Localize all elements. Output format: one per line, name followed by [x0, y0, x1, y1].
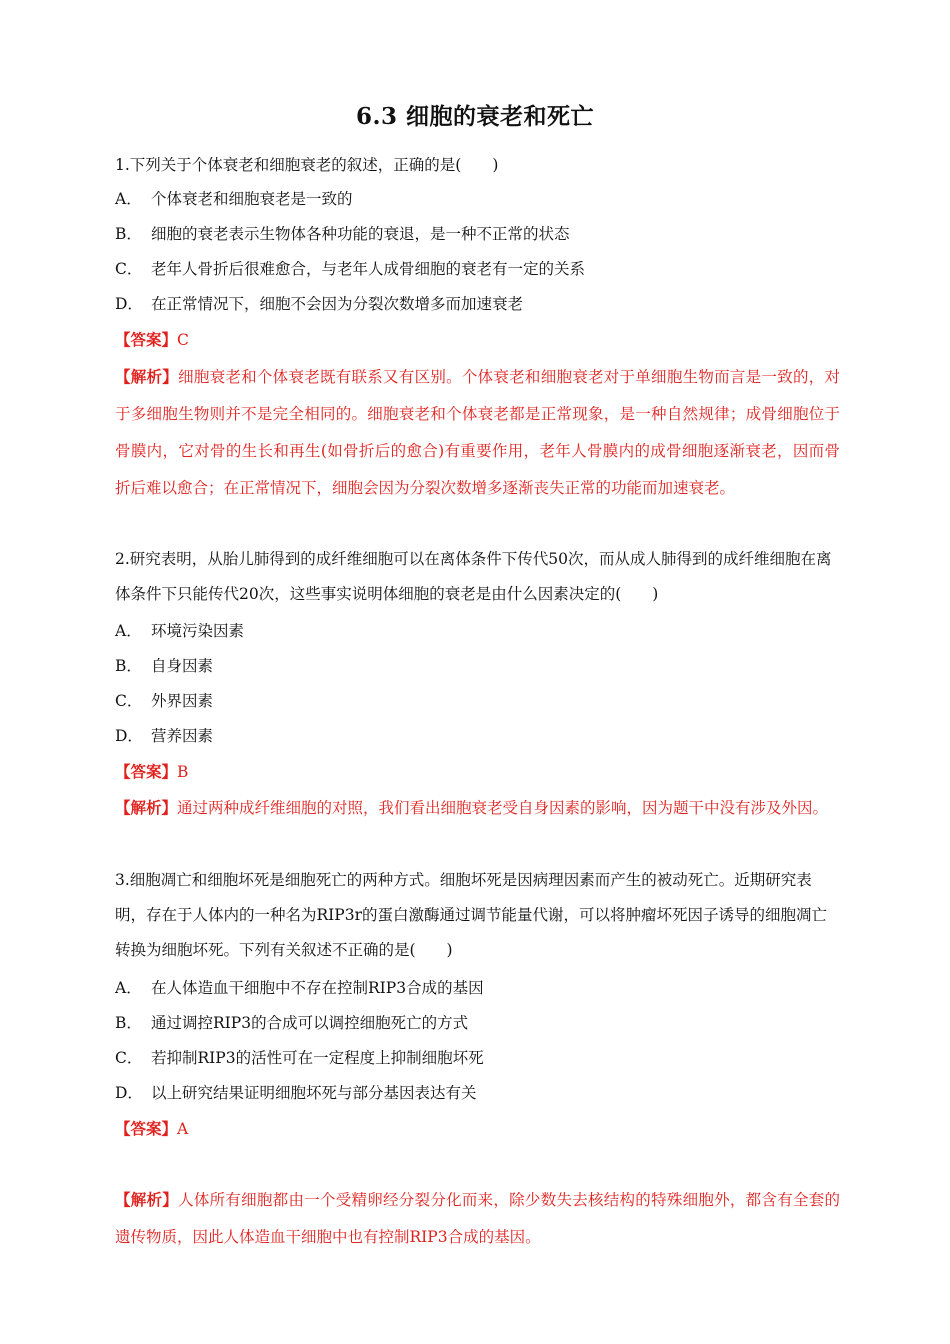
option-letter: D． [115, 295, 143, 313]
option-text: 营养因素 [151, 727, 214, 745]
q2-option-a[interactable] [115, 614, 244, 649]
option-letter: A． [115, 622, 142, 640]
q2-option-b[interactable] [115, 649, 213, 684]
option-text: 在人体造血干细胞中不存在控制RIP3合成的基因 [151, 979, 484, 997]
q3-option-d[interactable] [115, 1076, 477, 1111]
q1-option-d[interactable] [115, 287, 523, 322]
option-text: 细胞的衰老表示生物体各种功能的衰退，是一种不正常的状态 [151, 225, 570, 243]
option-text: 个体衰老和细胞衰老是一致的 [151, 190, 353, 208]
q2-answer [115, 754, 188, 790]
explanation-text: 人体所有细胞都由一个受精卵经分裂分化而来，除少数失去核结构的特殊细胞外，都含有全套的遗传物质，因此人体造血干细胞中也有控制RIP3合成的基因。 [115, 1191, 840, 1246]
answer-tag: 【答案】 [115, 762, 178, 781]
explanation-text: 细胞衰老和个体衰老既有联系又有区别。个体衰老和细胞衰老对于单细胞生物而言是一致的，对于多细胞生物则并不是完全相同的。细胞衰老和个体衰老都是正常现象，是一种自然规律；成骨细胞位于骨膜内，它对骨的生长和再生(如骨折后的愈合)有重要作用，老年人骨膜内的成骨细胞逐渐衰老，因而骨折后难以愈合；在正常情况下，细胞会因为分裂次数增多逐渐丧失正常的功能而加速衰老。 [115, 368, 840, 497]
q3-option-a[interactable] [115, 971, 484, 1006]
option-text: 以上研究结果证明细胞坏死与部分基因表达有关 [151, 1084, 477, 1102]
q3-option-b[interactable] [115, 1006, 468, 1041]
answer-value: B [177, 763, 189, 781]
q1-explanation [115, 358, 840, 507]
q1-option-a[interactable] [115, 182, 353, 217]
option-letter: A． [115, 979, 142, 997]
explanation-text: 通过两种成纤维细胞的对照，我们看出细胞衰老受自身因素的影响，因为题干中没有涉及外因。 [177, 799, 829, 817]
explain-tag: 【解析】 [115, 798, 178, 817]
q3-stem: 3.细胞凋亡和细胞坏死是细胞死亡的两种方式。细胞坏死是因病理因素而产生的被动死亡。近期研究表明，存在于人体内的一种名为RIP3r的蛋白激酶通过调节能量代谢，可以将肿瘤坏死因子诱导的细胞凋亡转换为细胞坏死。下列有关叙述不正确的是( ) [115, 871, 827, 959]
option-text: 通过调控RIP3的合成可以调控细胞死亡的方式 [151, 1014, 469, 1032]
option-letter: A． [115, 190, 142, 208]
explain-tag: 【解析】 [115, 1190, 179, 1209]
answer-tag: 【答案】 [115, 1119, 178, 1138]
option-text: 外界因素 [151, 692, 214, 710]
q1-answer [115, 322, 189, 358]
explain-tag: 【解析】 [115, 367, 179, 386]
option-letter: B． [115, 657, 142, 675]
q2-option-d[interactable] [115, 719, 213, 754]
q2-option-c[interactable] [115, 684, 213, 719]
option-letter: C． [115, 260, 143, 278]
answer-value: A [177, 1120, 189, 1138]
option-letter: D． [115, 727, 143, 745]
answer-tag: 【答案】 [115, 330, 178, 349]
option-letter: C． [115, 692, 143, 710]
option-text: 自身因素 [151, 657, 214, 675]
q1-option-c[interactable] [115, 252, 585, 287]
option-text: 若抑制RIP3的活性可在一定程度上抑制细胞坏死 [151, 1049, 484, 1067]
page-title: 6.3 细胞的衰老和死亡 [355, 103, 595, 130]
answer-value: C [177, 331, 189, 349]
option-text: 在正常情况下，细胞不会因为分裂次数增多而加速衰老 [151, 295, 524, 313]
option-letter: B． [115, 1014, 142, 1032]
q3-option-c[interactable] [115, 1041, 484, 1076]
option-letter: D． [115, 1084, 143, 1102]
q3-explanation [115, 1181, 840, 1256]
q2-stem: 2.研究表明，从胎儿肺得到的成纤维细胞可以在离体条件下传代50次，而从成人肺得到的成纤维细胞在离体条件下只能传代20次，这些事实说明体细胞的衰老是由什么因素决定的( ) [115, 550, 832, 603]
option-text: 老年人骨折后很难愈合，与老年人成骨细胞的衰老有一定的关系 [151, 260, 586, 278]
option-letter: C． [115, 1049, 143, 1067]
option-letter: B． [115, 225, 142, 243]
q1-stem: 1.下列关于个体衰老和细胞衰老的叙述，正确的是( ) [115, 156, 499, 174]
q1-option-b[interactable] [115, 217, 570, 252]
q3-answer [115, 1111, 188, 1147]
option-text: 环境污染因素 [151, 622, 245, 640]
q2-explanation [115, 789, 840, 827]
